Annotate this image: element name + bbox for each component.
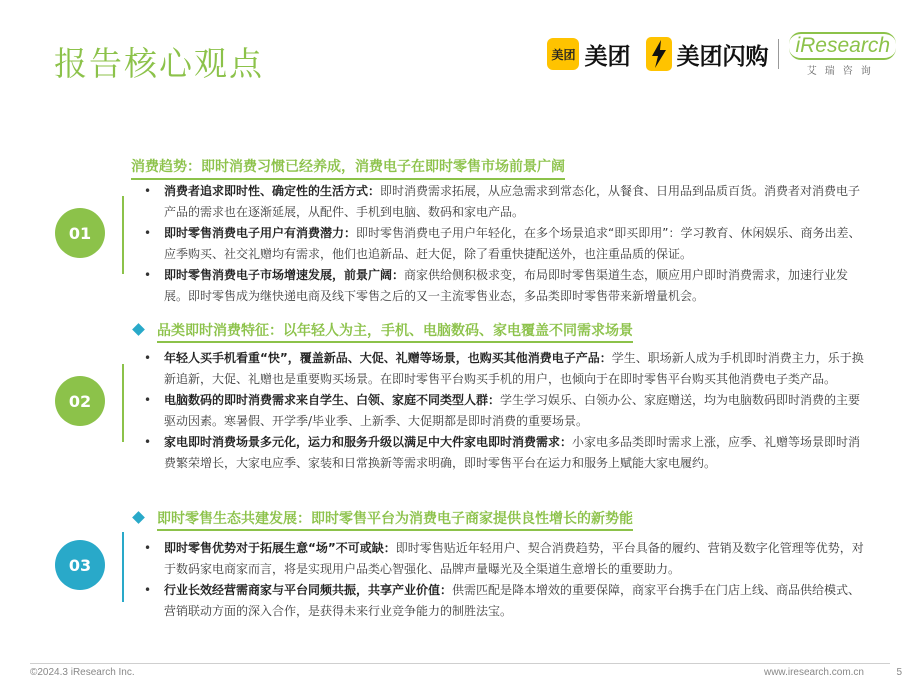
section-1-heading: 消费趋势：即时消费习惯已经养成，消费电子在即时零售市场前景广阔 bbox=[131, 156, 565, 180]
logo-bar bbox=[547, 33, 896, 77]
bullet-text: 小家电多品类即时需求上涨，应季、礼赠等场景即时消费繁荣增长，大家电应季、家装和日常换新等需求明确，即时零售平台在运力和服务上赋能大家电履约。 bbox=[164, 435, 861, 470]
section-3-number-badge: 03 bbox=[55, 540, 105, 590]
list-item bbox=[144, 432, 864, 474]
bullet-lead: 行业长效经营需商家与平台同频共振，共享产业价值： bbox=[164, 583, 453, 597]
list-item bbox=[144, 265, 864, 307]
list-item bbox=[144, 580, 864, 622]
section-2-heading: 品类即时消费特征：以年轻人为主，手机、电脑数码、家电覆盖不同需求场景 bbox=[157, 323, 633, 343]
bullet-lead: 消费者追求即时性、确定性的生活方式： bbox=[164, 184, 381, 198]
meituan-logo-text: 美团 bbox=[584, 43, 631, 70]
bullet-text: 供需匹配是降本增效的重要保障，商家平台携手在门店上线、商品供给模式、营销联动方面的深入合作，是获得未来行业竞争能力的制胜法宝。 bbox=[164, 583, 861, 618]
bullet-lead: 即时零售消费电子用户有消费潜力： bbox=[164, 226, 357, 240]
list-item bbox=[144, 348, 864, 390]
iresearch-logo-text: iResearch bbox=[789, 32, 896, 60]
footer-divider bbox=[30, 663, 890, 664]
section-1-bullet-list bbox=[144, 181, 864, 307]
iresearch-logo bbox=[789, 32, 896, 77]
list-item bbox=[144, 390, 864, 432]
bullet-text: 即时零售消费电子用户年轻化，在多个场景追求“即买即用”：学习教育、休闲娱乐、商务出差、应季购买、社交礼赠均有需求，他们也追新品、赶大促，除了看重快捷配送外，也注重品质的保证。 bbox=[164, 226, 861, 261]
section-3-heading-row bbox=[134, 508, 633, 528]
section-1-divider bbox=[122, 196, 124, 274]
shangou-logo-text: 美团闪购 bbox=[676, 43, 769, 70]
bullet-text: 即时消费需求拓展，从应急需求到常态化，从餐食、日用品到品质百货。消费者对消费电子产品的需求也在逐渐延展，从配件、手机到电脑、数码和家电产品。 bbox=[164, 184, 861, 219]
bullet-text: 学生学习娱乐、白领办公、家庭赠送，均为电脑数码即时消费的主要驱动因素。寒暑假、开学季/毕业季、上新季、大促期都是即时消费的重要场景。 bbox=[164, 393, 861, 428]
logo-divider bbox=[778, 39, 779, 69]
section-3-heading: 即时零售生态共建发展：即时零售平台为消费电子商家提供良性增长的新势能 bbox=[157, 511, 633, 531]
page-number: 5 bbox=[896, 667, 902, 678]
section-1-number-badge: 01 bbox=[55, 208, 105, 258]
lightning-bolt-icon bbox=[646, 37, 672, 71]
bullet-text: 学生、职场新人成为手机即时消费主力，乐于换新追新，大促、礼赠也是重要购买场景。在即时零售平台购买手机的用户，也倾向于在即时零售平台购买其他消费电子类产品。 bbox=[164, 351, 864, 386]
footer-website: www.iresearch.com.cn bbox=[763, 667, 864, 678]
section-3-bullet-list bbox=[144, 538, 864, 622]
bullet-lead: 即时零售优势对于拓展生意“场”不可或缺： bbox=[164, 541, 396, 555]
iresearch-logo-subtext: 艾瑞咨询 bbox=[806, 65, 879, 77]
list-item bbox=[144, 181, 864, 223]
meituan-badge-icon: 美团 bbox=[547, 38, 579, 70]
list-item bbox=[144, 223, 864, 265]
section-3-divider bbox=[122, 532, 124, 602]
bullet-lead: 电脑数码的即时消费需求来自学生、白领、家庭不同类型人群： bbox=[164, 393, 501, 407]
list-item bbox=[144, 538, 864, 580]
bullet-text: 即时零售贴近年轻用户、契合消费趋势，平台具备的履约、营销及数字化管理等优势，对于数码家电商家而言，将是实现用户品类心智强化、品牌声量曝光及全渠道生意增长的重要助力。 bbox=[164, 541, 864, 576]
section-2-bullet-list bbox=[144, 348, 864, 474]
section-2-heading-row bbox=[134, 320, 633, 340]
bullet-lead: 家电即时消费场景多元化，运力和服务升级以满足中大件家电即时消费需求： bbox=[164, 435, 573, 449]
bullet-lead: 年轻人买手机看重“快”，覆盖新品、大促、礼赠等场景，也购买其他消费电子产品： bbox=[164, 351, 612, 365]
section-2-number-badge: 02 bbox=[55, 376, 105, 426]
bullet-lead: 即时零售消费电子市场增速发展，前景广阔： bbox=[164, 268, 405, 282]
bullet-text: 商家供给侧积极求变，布局即时零售渠道生态，顺应用户即时消费需求，加速行业发展。即时零售成为继快递电商及线下零售之后的又一主流零售业态，多品类即时零售带来新增量机会。 bbox=[164, 268, 849, 303]
footer-copyright: ©2024.3 iResearch Inc. bbox=[30, 667, 135, 678]
diamond-bullet-icon bbox=[132, 323, 145, 336]
section-2-divider bbox=[122, 364, 124, 442]
diamond-bullet-icon bbox=[132, 511, 145, 524]
page-title: 报告核心观点 bbox=[54, 44, 264, 83]
